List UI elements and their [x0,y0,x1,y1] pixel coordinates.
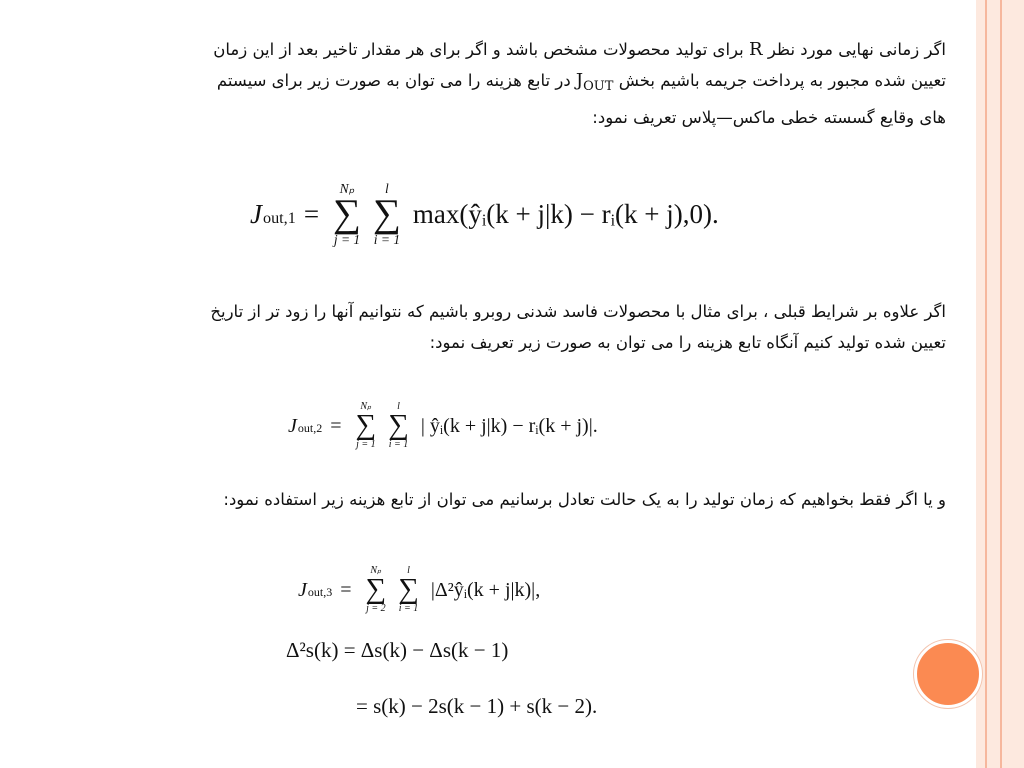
symbol-R: R [749,39,763,60]
paragraph-3 [86,484,946,515]
paragraph-1 [86,34,946,133]
sum-upper-limit: l [385,180,389,196]
equation-lhs [250,199,296,230]
summation-i [388,402,409,450]
equation-subscript: out,3 [307,584,333,599]
equals-sign: = [303,198,320,229]
equation-body: |Δ²ŷᵢ(k + j|k)|, [430,578,541,601]
equals-sign: = [330,414,342,437]
paragraph-2-line-2: تعیین شده تولید کنیم آنگاه تابع هزینه را می توان به صورت زیر تعریف نمود: [429,333,946,352]
sigma-icon: ∑ [333,192,361,236]
paragraph-1-line-3: های وقایع گسسته خطی ماکس—پلاس تعریف نمود: [592,108,946,127]
equation-subscript: out,1 [262,208,296,227]
text-run: در تابع هزینه را می توان به صورت زیر برای سیستم [216,71,571,90]
paragraph-1-line-1 [86,34,946,65]
sum-lower-limit: i = 1 [373,231,401,247]
symbol-J: J [298,578,307,601]
equals-sign: = [340,578,352,601]
stripe [976,0,985,768]
summation-j [366,566,387,614]
sum-lower-limit: j = 1 [356,438,376,450]
sum-lower-limit: i = 1 [388,438,409,450]
sum-upper-limit: Nₚ [360,401,372,413]
sigma-icon: ∑ [372,192,401,236]
stripe [1002,0,1024,768]
paragraph-2 [56,296,946,358]
sigma-icon: ∑ [365,573,387,606]
summation-i [398,566,419,614]
equation-2 [288,392,598,460]
decorative-stripes [976,0,1024,768]
paragraph-2-line-1: اگر علاوه بر شرایط قبلی ، برای مثال با محصولات فاسد شدنی روبرو باشیم که نتوانیم آنها را زود تر از تاریخ [210,302,946,321]
paragraph-1-line-2 [86,65,946,102]
equation-lhs [288,415,322,438]
equation-subscript: out,2 [297,420,323,435]
sum-lower-limit: j = 2 [366,602,386,614]
summation-j [333,182,361,246]
symbol-J-out [575,70,614,94]
decorative-circle-icon [914,640,982,708]
equation-1 [250,168,719,260]
symbol-subscript: OUT [583,79,614,94]
equation-body: | ŷᵢ(k + j|k) − rᵢ(k + j)|. [420,414,598,437]
sum-lower-limit: j = 1 [333,231,361,247]
equation-4: Δ²s(k) = Δs(k) − Δs(k − 1) [286,637,509,662]
sigma-icon: ∑ [388,409,409,442]
equation-5: = s(k) − 2s(k − 1) + s(k − 2). [356,693,598,718]
sigma-icon: ∑ [398,573,419,606]
sum-upper-limit: l [407,565,410,577]
sum-upper-limit: l [397,401,400,413]
sum-lower-limit: i = 1 [398,602,419,614]
sum-upper-limit: Nₚ [339,180,355,196]
summation-j [356,402,377,450]
equation-body: max(ŷᵢ(k + j|k) − rᵢ(k + j),0). [412,198,719,229]
paragraph-3-line-1: و یا اگر فقط بخواهیم که زمان تولید را به یک حالت تعادل برسانیم می توان از تابع هزینه زیر استفاده نمود: [223,490,946,509]
equation-lhs [298,579,332,602]
sigma-icon: ∑ [355,409,377,442]
text-run: برای تولید محصولات مشخص باشد و اگر برای هر مقدار تاخیر بعد از این زمان [213,40,744,59]
equation-3 [298,556,540,624]
text-run: تعیین شده مجبور به پرداخت جریمه باشیم بخش [618,71,946,90]
symbol-J: J [250,198,262,229]
symbol-J: J [288,414,297,437]
symbol-J: J [575,70,584,91]
sum-upper-limit: Nₚ [370,565,382,577]
stripe [987,0,1000,768]
text-run: اگر زمانی نهایی مورد نظر [767,40,946,59]
summation-i [373,182,401,246]
